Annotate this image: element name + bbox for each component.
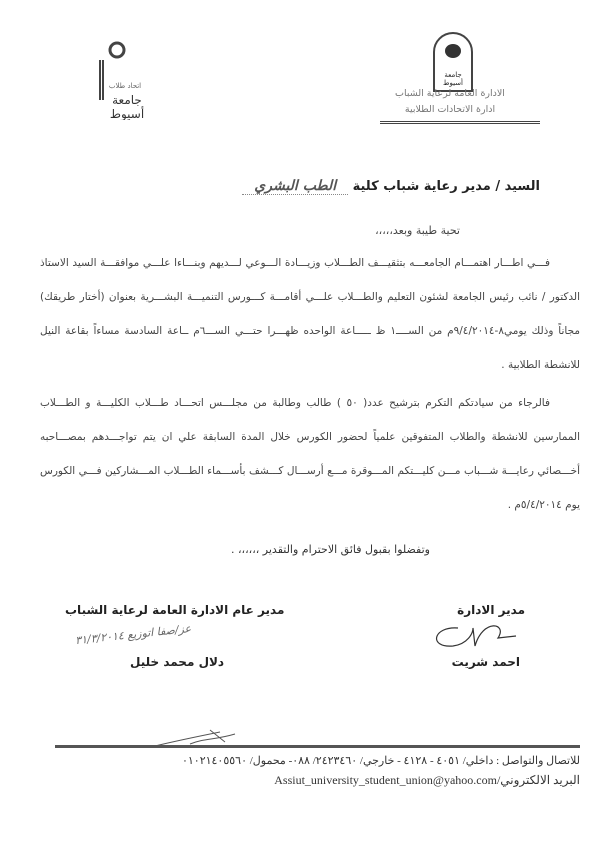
signature-right-title: مدير الادارة bbox=[457, 603, 525, 617]
email-address[interactable]: Assiut_university_student_union@yahoo.com bbox=[274, 773, 497, 787]
sub-department-name: ادارة الاتحادات الطلابية bbox=[404, 104, 496, 115]
university-logo bbox=[433, 32, 473, 92]
closing: وتفضلوا بقبول فائق الاحترام والتقدير ،،،،،، . bbox=[231, 543, 430, 556]
signature-right-mark bbox=[428, 618, 518, 654]
paragraph-2: فالرجاء من سيادتكم التكرم بترشيح عدد( ٥٠ ) طالب وطالبة من مجلـــس اتحـــاد طـــلاب الكليـــة و الطـــلاب الممارسين للانشطة والطلاب المتفوقين علمياً لحضور الكورس خلال المدة السابقة علي ان يتم تواجـــدهم بمصـــاحبه أخـــصائي رعايـــة شـــباب مـــن كليـــتكم المـــوقرة مـــع أرســـال كـــشف بأســـماء الطـــلاب المـــشاركين فـــي الكورس يوم ٥/٤/٢٠١٤م . bbox=[40, 397, 580, 511]
paragraph-1: فـــي اطـــار اهتمـــام الجامعـــه بتثقيـــف الطـــلاب وزيـــادة الـــوعي لـــديهم وبنـــاءا علـــي موافقـــة السيد الاستاذ الدكتور / نائب رئيس الجامعة لشئون التعليم والطـــلاب علـــي أقامـــة كـــورس التنميـــة البشـــرية بعنوان (أختار طريقك) مجاناً وذلك يومي٨-٩/٤/٢٠١٤م من الســــ١ ظ ـــــاعة الواحده ظهـــرا حتـــي الســـ٦م ــاعة السادسة مساءاً بقاعة النيل للانشطة الطلابية . bbox=[40, 257, 580, 371]
student-union-logo bbox=[95, 40, 155, 120]
footer-divider bbox=[55, 745, 580, 748]
svg-text:أسيوط: أسيوط bbox=[109, 107, 145, 120]
department-name: الادارة العامه لرعاية الشباب bbox=[395, 88, 505, 99]
email-label: البريد الالكتروني/ bbox=[496, 773, 580, 787]
signature-left-name: دلال محمد خليل bbox=[130, 655, 225, 669]
logo-text: جامعة أسيوط bbox=[442, 71, 463, 87]
handwritten-faculty: الطب البشري bbox=[242, 178, 348, 195]
contact-info: للاتصال والتواصل : داخلي/ ٤٠٥١ - ٤١٢٨ - خارجي/ ٢٤٢٣٤٦٠/ ٠٨٨- محمول/ ٠١٠٢١٤٠٥٥٦٠ bbox=[181, 755, 580, 767]
signature-right-name: احمد شريت bbox=[451, 655, 520, 669]
email-line bbox=[274, 773, 580, 788]
sun-emblem-icon bbox=[445, 44, 461, 58]
greeting: تحية طيبة وبعد،،،،، bbox=[375, 224, 460, 237]
logo-lettering: اتحاد طلاب bbox=[108, 82, 142, 90]
svg-text:جامعة: جامعة bbox=[112, 93, 142, 107]
signature-left-title: مدير عام الادارة العامة لرعاية الشباب bbox=[65, 603, 285, 617]
addressee bbox=[242, 178, 540, 194]
addressee-label: السيد / مدير رعاية شباب كلية bbox=[352, 179, 540, 194]
header-divider bbox=[380, 121, 540, 124]
handwritten-note: عز/صفا اتوزيع ٣١/٣/٢٠١٤ bbox=[74, 621, 192, 648]
